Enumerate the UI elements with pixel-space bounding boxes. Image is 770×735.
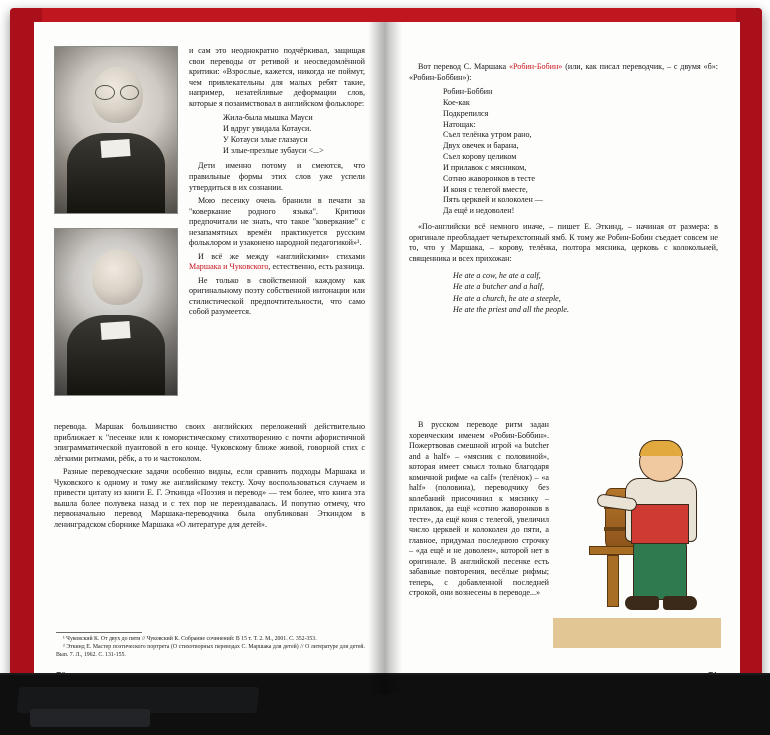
right-page: [387, 22, 740, 694]
verse-block-robin-en: [409, 270, 718, 315]
illustration-floor: [553, 618, 721, 648]
photo-figure-collar: [101, 321, 131, 340]
paragraph-with-highlight: И всё же между «английскими» стихами Маршака и Чуковского, естественно, есть разница.: [189, 251, 365, 272]
verse-line: Сотню жаворонков в тесте: [443, 173, 536, 183]
verse-line: У Котауси злые глазауси: [223, 134, 308, 144]
verse-line: Робин-Боббин: [443, 87, 493, 97]
intro-paragraph: Вот перевод С. Маршака «Робин-Бобин» (или, как писал переводчик, – с двумя «б»: «Робин-Боббин»):: [409, 62, 718, 82]
verse-line: И вдруг увидала Котауси.: [223, 123, 312, 133]
right-page-column-top: [409, 62, 718, 322]
footnotes-block: [56, 632, 365, 660]
paragraph: Не только в свойственной каждому как оригинальному поэту собственной интонации или стилистической предпочтительности, что само собой разумеется.: [189, 275, 365, 317]
highlight-title: «Робин-Бобин»: [508, 62, 563, 71]
paragraph: Разные переводческие задачи особенно видны, если сравнить подходы Маршака и Чуковского к одному и тому же английскому тексту. Хочу воспользоваться случаем и привести цитату из книги Е. Г. Эткинда «Поэзия и перевод» — тем более, что книга эта вышла более полувека назад и с тех пор не переиздавалась. И попутно отмечу, что первоначально перевод Маршака-переводчика была опубликован Эткиндом в ленинградском сборнике Маршака «О литературе для детей».: [54, 467, 365, 529]
book-holder-base: [30, 709, 150, 727]
right-page-column-bottom: [409, 420, 549, 602]
figure-apron: [631, 504, 689, 544]
paragraph: Дети именно потому и смеются, что правильные формы этих слов уже успели утвердиться в их сознании.: [189, 161, 365, 192]
figure-legs: [633, 542, 687, 600]
verse-block-robin-ru: [409, 87, 718, 217]
verse-line: He ate a butcher and a half,: [453, 282, 545, 292]
verse-line: И злые-презлые зубауси <...>: [223, 145, 324, 155]
verse-line: He ate a cow, he ate a calf,: [453, 271, 541, 281]
verse-line: Кое-как: [443, 97, 470, 107]
table-leg: [607, 555, 619, 607]
figure-hair: [639, 440, 683, 456]
photo-figure-collar: [101, 139, 131, 158]
verse-line: Двух овечек и барана,: [443, 141, 519, 151]
portrait-photo-chukovsky: [54, 228, 178, 396]
paragraph: Мою песенку очень бранили в печати за "коверкание родного языка". Критики предпочитали не знать, что такое "коверкание" с незапамятных времён практикуется русским фольклором и узаконено народной педагогикой»¹.: [189, 196, 365, 248]
footnote: ¹ Чуковский К. От двух до пяти // Чуковский К. Собрание сочинений: В 15 т. Т. 2. М., 2001. С. 352-353.: [63, 635, 317, 642]
verse-line: Жила-была мышка Мауси: [223, 113, 313, 123]
paragraph: В русском переводе ритм задан хореическим именем «Робин-Боббин». Пожертвовав смешной игрой «a butcher and a half» – «мясник с половиной», которая имеет смысл только благодаря комичной рифме «a calf» (телёнок) – «a half» (половина), переводчику без колебаний присочинил к мяснику – прилавок, да ещё «сотню жаворонков в тесте», да ещё коня с телегой, увеличил число церквей и колоколен до пяти, а главное, придумал последнюю строчку – «да ещё и не доволен», которой нет в оригинале. В английской песенке есть забавные повторения, весёлые рифмы; теперь, с добавленной последней строкой, они вознесены в переводе...»: [409, 420, 549, 598]
left-page-column-bottom: [54, 422, 365, 533]
verse-line: He ate the priest and all the people.: [453, 304, 569, 314]
left-page: [34, 22, 387, 694]
verse-line: Съел телёнка утром рано,: [443, 130, 532, 140]
robin-bobbin-illustration: [553, 418, 721, 648]
photo-figure-head: [92, 249, 143, 305]
paragraph: «По-английски всё немного иначе, – пишет Е. Эткинд, – начиная от размера: в оригинале преобладает четырехстопный ямб. К тому же Робин-Бобин съедает совсем не то, что у Маршака, – корову, телёнка, полтора мясника, церковь с колокольней, священника и всех прихожан:: [409, 222, 718, 263]
verse-line: Пять церквей и колоколен —: [443, 195, 543, 205]
verse-line: И прилавок с мясником,: [443, 162, 527, 172]
paragraph: и сам это неоднократно подчёркивал, защищая свои переводы от ретивой и неосведомлённой критики: «Взрослые, кажется, никогда не поймут, чем привлекательны для малых ребят такие, например, незатейливые деформации слов, которые я позаимствовал в английском фольклоре:: [189, 46, 365, 108]
figure-shoe-right: [663, 596, 697, 610]
figure-shoe-left: [625, 596, 659, 610]
verse-block-mausi: [189, 113, 365, 156]
highlight-names: Маршака и Чуковского: [189, 262, 269, 272]
verse-line: Да ещё и недоволен!: [443, 206, 515, 216]
footnote-rule: [56, 632, 142, 633]
verse-line: Съел корову целиком: [443, 152, 517, 162]
left-page-column-top: [189, 46, 365, 321]
verse-line: He ate a church, he ate a steeple,: [453, 293, 561, 303]
footnote: ² Эткинд Е. Мастер поэтического портрета (О стихотворных переводах С. Маршака для детей) // О литературе для детей. Вып. 7. Л., 1962. С. 131-155.: [56, 644, 365, 658]
verse-line: Натощак:: [443, 119, 476, 129]
glasses-icon: [95, 85, 139, 98]
portrait-photo-marshak: [54, 46, 178, 214]
verse-line: И коня с телегой вместе,: [443, 184, 528, 194]
paragraph: перевода. Маршак большинство своих английских переложений действительно приближает к "песенке или к юмористическому стихотворению с почти афористичной эпиграмматической пуантовой в его конце. Чуковскому ближе живой, говорной стих с лёгкими ритмами, рёбк, а то и частоколом.: [54, 422, 365, 463]
verse-line: Подкрепился: [443, 108, 489, 118]
